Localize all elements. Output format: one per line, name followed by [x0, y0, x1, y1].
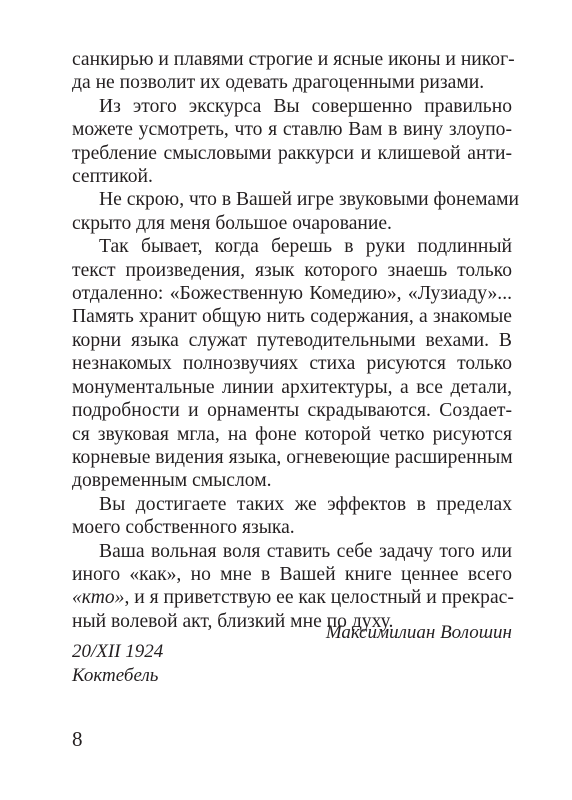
text-line: корни языка служат путеводительными вехами. В: [72, 329, 512, 351]
text-line: Вы достигаете таких же эффектов в пределах: [99, 493, 512, 515]
paragraph: [72, 235, 512, 492]
paragraph: [72, 48, 515, 95]
text-line: скрыто для меня большое очарование.: [72, 212, 392, 234]
text-line: довременным смыслом.: [72, 470, 272, 492]
letter-place: Коктебель: [72, 665, 159, 686]
signature: Максимилиан Волошин: [325, 622, 512, 643]
text-line: Не скрою, что в Вашей игре звуковыми фонемами: [99, 189, 520, 211]
emphasized-word: «кто»: [72, 587, 125, 609]
text-line: незнакомых полнозвучиях стиха рисуются только: [72, 353, 512, 375]
text-line: Ваша вольная воля ставить себе задачу того или: [99, 540, 512, 562]
text-line: санкирью и плавями строгие и ясные иконы и никог-: [72, 49, 515, 70]
text-line: можете усмотреть, что я ставлю Вам в вину злоупо-: [72, 119, 512, 141]
text-line: септикой.: [72, 166, 153, 188]
paragraph: [72, 188, 520, 235]
text-line: ный волевой акт, близкий мне по духу.: [72, 610, 394, 632]
text-line: моего собственного языка.: [72, 517, 295, 539]
paragraph: [72, 493, 512, 540]
text-line: да не позволит их одевать драгоценными ризами.: [72, 72, 485, 94]
date-place-block: [72, 640, 163, 688]
text-line: монументальные линии архитектуры, а все детали,: [72, 376, 512, 398]
text-line: иного «как», но мне в Вашей книге ценнее всего: [72, 563, 512, 585]
paragraph: [72, 95, 512, 189]
text-line: Память хранит общую нить содержания, а знакомые: [72, 306, 512, 328]
text-line: корневые видения языка, огневеющие расширенным: [72, 446, 513, 468]
text-line: Так бывает, когда берешь в руки подлинный: [99, 236, 512, 258]
text-line: подробности и орнаменты скрадываются. Создает-: [72, 400, 512, 422]
text-line: ся звуковая мгла, на фоне которой четко рисуются: [72, 423, 512, 445]
letter-date: 20/XII 1924: [72, 641, 164, 662]
text-line: требление смысловыми раккурси и клишевой анти-: [72, 142, 512, 164]
text-line: текст произведения, язык которого знаешь только: [72, 259, 512, 281]
text-line: Из этого экскурса Вы совершенно правильно: [99, 95, 512, 117]
text-line-with-italic: «кто», и я приветствую ее как целостный и прекрас-: [72, 587, 514, 609]
paragraph: [72, 540, 512, 634]
text-line: отдаленно: «Божественную Комедию», «Лузиаду»...: [72, 283, 512, 305]
letter-body: [72, 48, 520, 633]
page-number: 8: [72, 727, 83, 751]
